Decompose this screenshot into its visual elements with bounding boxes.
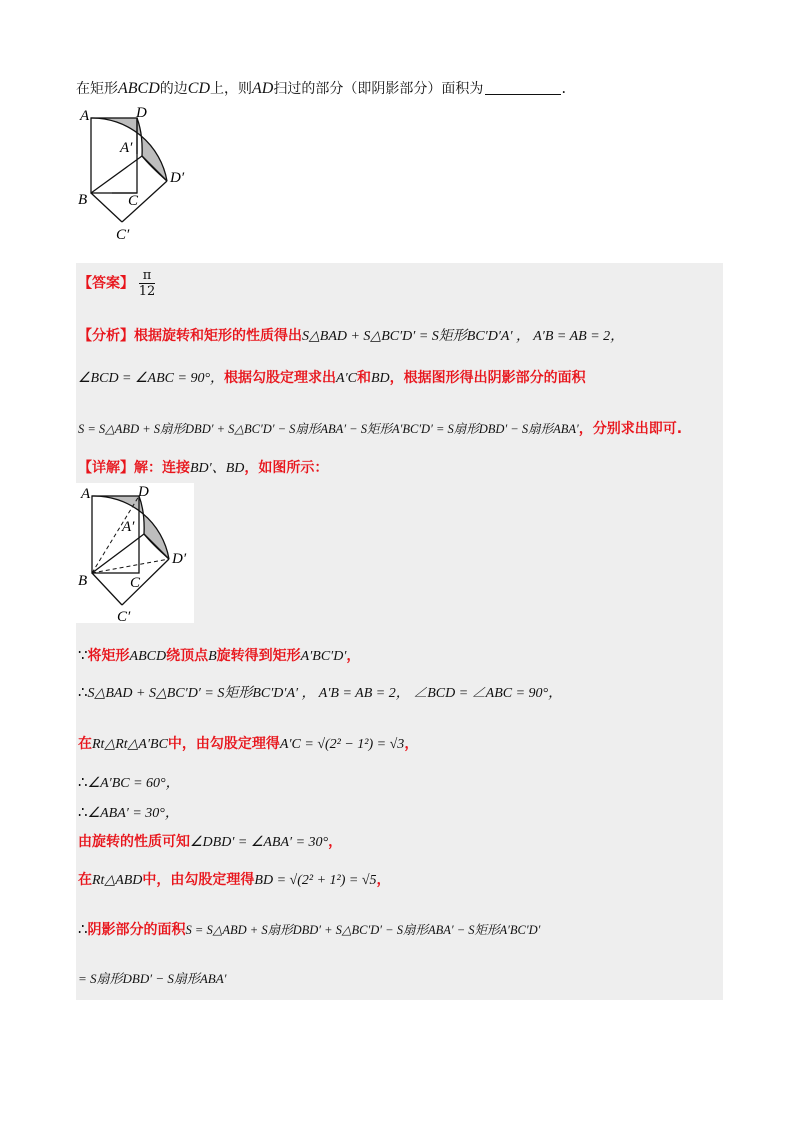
detail-step-9: = S扇形DBD′ − S扇形ABA′ [78, 971, 227, 986]
detail-step-4: ∴∠A′BC = 60°， [78, 773, 180, 791]
answer-fraction: $\frac{\pi}{12}$ [138, 268, 156, 299]
fig2-label-C: C [130, 575, 141, 591]
geometry-figure [76, 104, 206, 244]
analysis-line-2: ∠BCD = ∠ABC = 90°，根据勾股定理求出A′C和BD，根据图形得出阴影部分的面积 [78, 370, 586, 386]
label-C-prime: C′ [116, 227, 130, 243]
fig2-label-D: D [138, 484, 149, 500]
detail-step-8: ∴阴影部分的面积S = S△ABD + S扇形DBD′ + S△BC′D′ − S扇形ABA′ − S矩形A′BC′D′ [78, 920, 541, 938]
fig2-label-A: A [81, 486, 91, 502]
answer-blank [485, 80, 561, 95]
detail-intro: 【详解】解：连接BD′、BD，如图所示： [78, 460, 329, 476]
analysis-line-1: 【分析】根据旋转和矩形的性质得出S△BAD + S△BC′D′ = S矩形BC′D′A′ ， A′B = AB = 2， [78, 328, 625, 344]
solution-figure [76, 483, 194, 623]
answer-line: 【答案】 $\frac{\pi}{12}$ [78, 268, 156, 299]
detail-step-5: ∴∠ABA′ = 30°， [78, 803, 179, 821]
analysis-line-3: S = S△ABD + S扇形DBD′ + S△BC′D′ − S扇形ABA′ − S矩形A′BC′D′ = S扇形DBD′ − S扇形ABA′，分别求出即可. [78, 421, 683, 437]
fig2-label-D-prime: D′ [172, 551, 187, 567]
label-D-prime: D′ [170, 170, 185, 186]
label-C: C [128, 193, 139, 209]
fig2-label-A-prime: A′ [122, 519, 135, 535]
label-B: B [78, 192, 88, 208]
label-D: D [136, 105, 147, 121]
problem-statement: 在矩形ABCD的边CD上，则AD扫过的部分（即阴影部分）面积为 . [76, 79, 567, 97]
label-A: A [80, 108, 90, 124]
detail-step-6: 由旋转的性质可知∠DBD′ = ∠ABA′ = 30°， [78, 834, 343, 850]
detail-step-2: ∴S△BAD + S△BC′D′ = S矩形BC′D′A′ ， A′B = AB = 2， ∠BCD = ∠ABC = 90°， [78, 683, 563, 701]
fig2-label-C-prime: C′ [117, 609, 131, 623]
detail-step-1: ∵将矩形ABCD绕顶点B旋转得到矩形A′BC′D′， [78, 646, 361, 664]
fig2-label-B: B [78, 573, 88, 589]
detail-step-3: 在Rt△Rt△A′BC中，由勾股定理得A′C = √(2² − 1²) = √3， [78, 736, 419, 752]
detail-step-7: 在Rt△ABD中，由勾股定理得BD = √(2² + 1²) = √5， [78, 872, 391, 888]
label-A-prime: A′ [120, 140, 133, 156]
